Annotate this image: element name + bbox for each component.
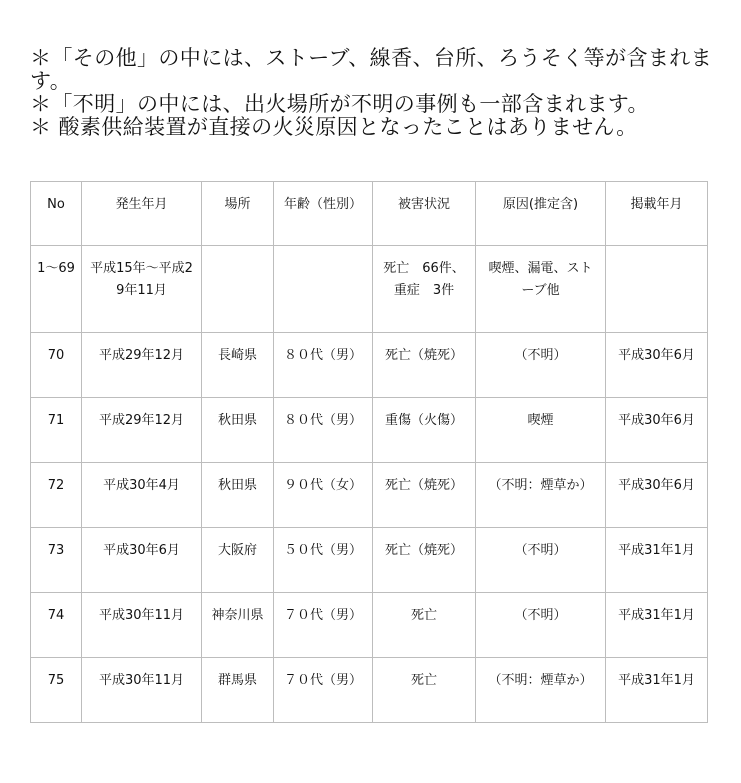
cell-age-sex bbox=[274, 246, 373, 333]
cell-date: 平成29年12月 bbox=[82, 333, 202, 398]
cell-damage: 死亡（焼死） bbox=[373, 528, 476, 593]
table-row bbox=[31, 333, 708, 398]
fire-incident-table bbox=[30, 181, 708, 723]
cell-cause: 喫煙 bbox=[476, 398, 606, 463]
cell-cause: （不明） bbox=[476, 528, 606, 593]
cell-published bbox=[606, 246, 708, 333]
header-no: No bbox=[31, 182, 82, 246]
cell-damage: 死亡 66件、重症 3件 bbox=[373, 246, 476, 333]
header-cause: 原因(推定含) bbox=[476, 182, 606, 246]
cell-age-sex: ７０代（男） bbox=[274, 658, 373, 723]
cell-date: 平成30年11月 bbox=[82, 658, 202, 723]
table-row bbox=[31, 463, 708, 528]
table-row bbox=[31, 398, 708, 463]
cell-no: 72 bbox=[31, 463, 82, 528]
notes-section bbox=[30, 47, 720, 139]
cell-age-sex: ９０代（女） bbox=[274, 463, 373, 528]
cell-cause: （不明：煙草か） bbox=[476, 658, 606, 723]
cell-damage: 死亡 bbox=[373, 658, 476, 723]
note-other-causes: ＊「その他」の中には、ストーブ、線香、台所、ろうそく等が含まれます。 bbox=[30, 46, 713, 93]
cell-date: 平成30年6月 bbox=[82, 528, 202, 593]
cell-date: 平成30年4月 bbox=[82, 463, 202, 528]
cell-place: 秋田県 bbox=[202, 398, 274, 463]
cell-place: 秋田県 bbox=[202, 463, 274, 528]
cell-place: 長崎県 bbox=[202, 333, 274, 398]
cell-published: 平成30年6月 bbox=[606, 463, 708, 528]
header-published: 掲載年月 bbox=[606, 182, 708, 246]
header-damage: 被害状況 bbox=[373, 182, 476, 246]
cell-cause: （不明） bbox=[476, 593, 606, 658]
cell-no: 70 bbox=[31, 333, 82, 398]
table-row bbox=[31, 246, 708, 333]
cell-place bbox=[202, 246, 274, 333]
note-oxygen-device: ＊ 酸素供給装置が直接の火災原因となったことはありません。 bbox=[30, 115, 638, 139]
table-row bbox=[31, 528, 708, 593]
cell-no: 71 bbox=[31, 398, 82, 463]
cell-published: 平成30年6月 bbox=[606, 398, 708, 463]
cell-age-sex: ７０代（男） bbox=[274, 593, 373, 658]
cell-published: 平成31年1月 bbox=[606, 528, 708, 593]
cell-damage: 死亡 bbox=[373, 593, 476, 658]
cell-cause: （不明：煙草か） bbox=[476, 463, 606, 528]
cell-age-sex: ８０代（男） bbox=[274, 333, 373, 398]
cell-no: 74 bbox=[31, 593, 82, 658]
cell-published: 平成30年6月 bbox=[606, 333, 708, 398]
cell-cause: （不明） bbox=[476, 333, 606, 398]
table-row bbox=[31, 658, 708, 723]
cell-date: 平成29年12月 bbox=[82, 398, 202, 463]
cell-damage: 重傷（火傷） bbox=[373, 398, 476, 463]
table-header-row bbox=[31, 182, 708, 246]
header-place: 場所 bbox=[202, 182, 274, 246]
table-row bbox=[31, 593, 708, 658]
cell-published: 平成31年1月 bbox=[606, 593, 708, 658]
header-age-sex: 年齢（性別） bbox=[274, 182, 373, 246]
note-unknown-causes: ＊「不明」の中には、出火場所が不明の事例も一部含まれます。 bbox=[30, 92, 649, 116]
cell-date: 平成30年11月 bbox=[82, 593, 202, 658]
cell-published: 平成31年1月 bbox=[606, 658, 708, 723]
cell-age-sex: ５０代（男） bbox=[274, 528, 373, 593]
cell-damage: 死亡（焼死） bbox=[373, 463, 476, 528]
cell-date: 平成15年〜平成29年11月 bbox=[82, 246, 202, 333]
cell-place: 大阪府 bbox=[202, 528, 274, 593]
cell-place: 群馬県 bbox=[202, 658, 274, 723]
cell-no: 1〜69 bbox=[31, 246, 82, 333]
cell-damage: 死亡（焼死） bbox=[373, 333, 476, 398]
cell-no: 75 bbox=[31, 658, 82, 723]
header-date: 発生年月 bbox=[82, 182, 202, 246]
cell-place: 神奈川県 bbox=[202, 593, 274, 658]
cell-no: 73 bbox=[31, 528, 82, 593]
cell-age-sex: ８０代（男） bbox=[274, 398, 373, 463]
cell-cause: 喫煙、漏電、ストーブ他 bbox=[476, 246, 606, 333]
